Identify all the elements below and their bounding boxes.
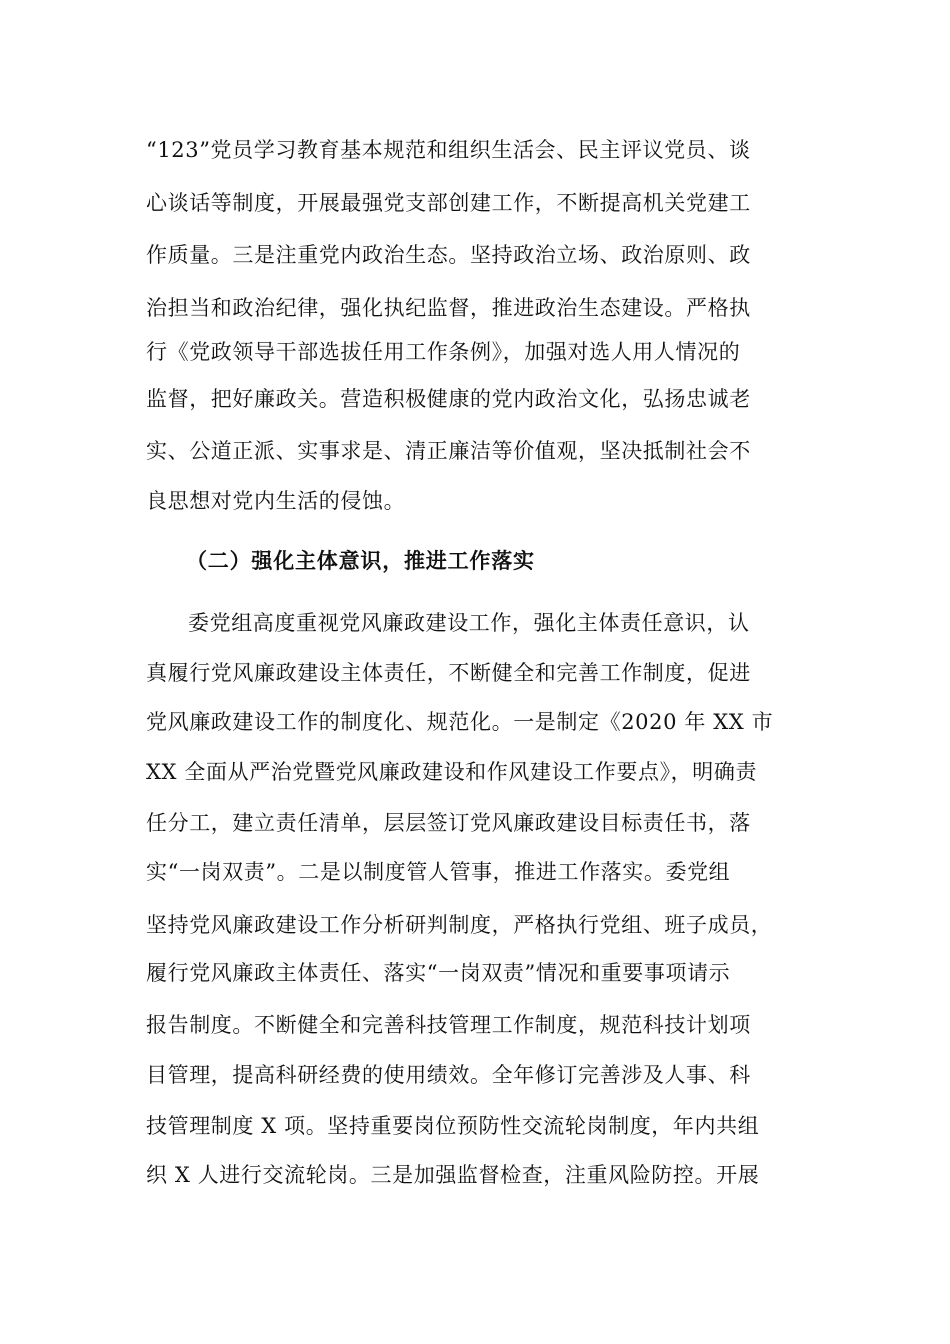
paragraph-2-line: 坚持党风廉政建设工作分析研判制度，严格执行党组、班子成员， bbox=[146, 913, 773, 937]
paragraph-2-line: 实“一岗双责”。二是以制度管人管事，推进工作落实。委党组 bbox=[146, 860, 731, 884]
paragraph-2-line: 目管理，提高科研经费的使用绩效。全年修订完善涉及人事、科 bbox=[146, 1063, 751, 1087]
paragraph-2-line: XX 全面从严治党暨党风廉政建设和作风建设工作要点》，明确责 bbox=[146, 760, 758, 784]
paragraph-2-line: 真履行党风廉政建设主体责任，不断健全和完善工作制度，促进 bbox=[146, 661, 751, 685]
section-heading: （二）强化主体意识，推进工作落实 bbox=[186, 549, 535, 573]
paragraph-2-line: 党风廉政建设工作的制度化、规范化。一是制定《2020 年 XX 市 bbox=[146, 710, 774, 734]
paragraph-2-line: 织 X 人进行交流轮岗。三是加强监督检查，注重风险防控。开展 bbox=[146, 1163, 760, 1187]
paragraph-1-line: 作质量。三是注重党内政治生态。坚持政治立场、政治原则、政 bbox=[146, 243, 751, 267]
paragraph-1-line: 治担当和政治纪律，强化执纪监督，推进政治生态建设。严格执 bbox=[146, 296, 751, 320]
paragraph-2-line: 技管理制度 X 项。坚持重要岗位预防性交流轮岗制度，年内共组 bbox=[146, 1114, 760, 1138]
paragraph-1-line: 监督，把好廉政关。营造积极健康的党内政治文化，弘扬忠诚老 bbox=[146, 387, 751, 411]
paragraph-1-line: 心谈话等制度，开展最强党支部创建工作，不断提高机关党建工 bbox=[146, 191, 751, 215]
paragraph-1-line: “123”党员学习教育基本规范和组织生活会、民主评议党员、谈 bbox=[146, 138, 751, 162]
paragraph-2-line: 委党组高度重视党风廉政建设工作，强化主体责任意识，认 bbox=[188, 611, 750, 635]
paragraph-1-line: 良思想对党内生活的侵蚀。 bbox=[146, 489, 406, 513]
paragraph-2-line: 任分工，建立责任清单，层层签订党风廉政建设目标责任书，落 bbox=[146, 811, 751, 835]
paragraph-2-line: 履行党风廉政主体责任、落实“一岗双责”情况和重要事项请示 bbox=[146, 961, 731, 985]
paragraph-1-line: 行《党政领导干部选拔任用工作条例》，加强对选人用人情况的 bbox=[146, 340, 741, 364]
paragraph-1-line: 实、公道正派、实事求是、清正廉洁等价值观，坚决抵制社会不 bbox=[146, 439, 751, 463]
paragraph-2-line: 报告制度。不断健全和完善科技管理工作制度，规范科技计划项 bbox=[146, 1013, 751, 1037]
